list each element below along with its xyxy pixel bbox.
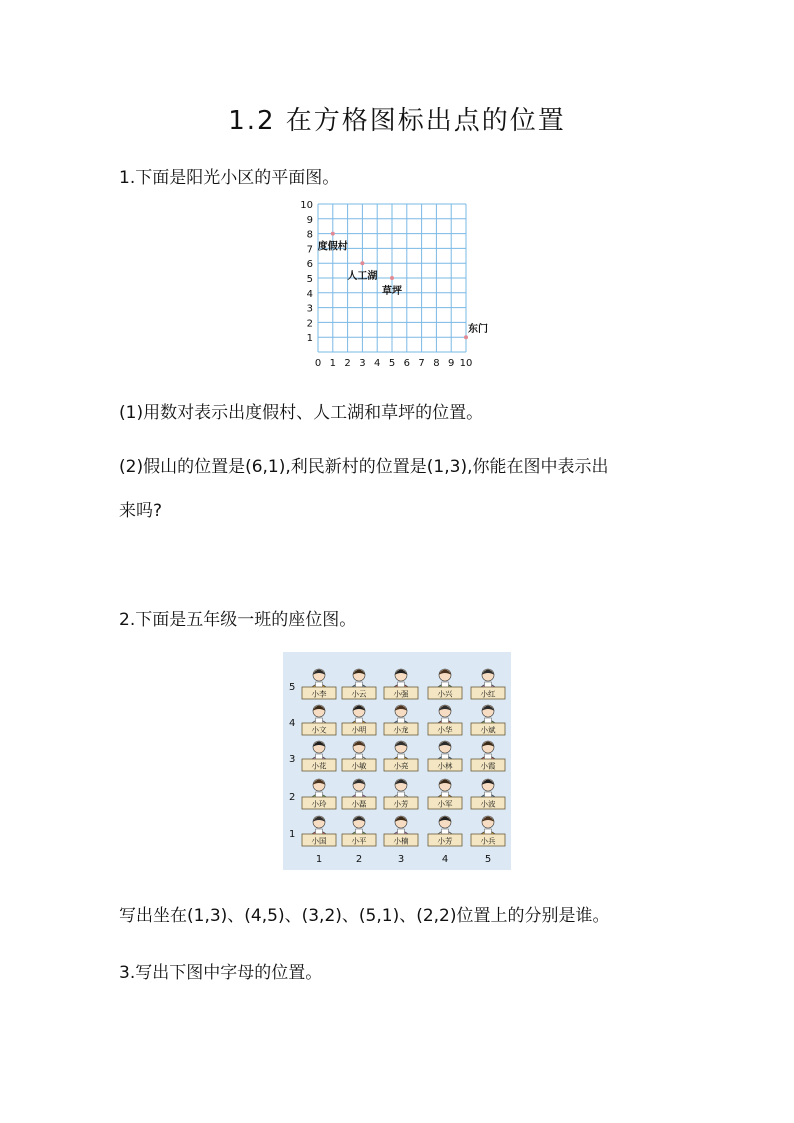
student-name: 小兴 — [437, 689, 453, 699]
x-tick-label: 0 — [314, 358, 322, 369]
student-name: 小国 — [311, 836, 327, 846]
x-tick-label: 9 — [448, 358, 455, 369]
x-tick-label: 2 — [344, 358, 351, 369]
grid-point — [331, 232, 335, 236]
question-1: 1.下面是阳光小区的平面图。 — [119, 168, 340, 188]
coordinate-grid — [295, 200, 505, 380]
y-tick-label: 1 — [306, 333, 313, 345]
y-tick-label: 9 — [306, 214, 313, 226]
student-name: 小明 — [351, 725, 367, 735]
question-3: 3.写出下图中字母的位置。 — [119, 963, 323, 983]
point-label: 人工湖 — [347, 271, 378, 283]
y-tick-label: 6 — [306, 259, 313, 271]
x-tick-label: 6 — [403, 358, 410, 369]
student-name: 小亮 — [393, 761, 409, 771]
student-name: 小玲 — [311, 799, 327, 809]
x-tick-label: 4 — [374, 358, 381, 369]
y-tick-label: 2 — [306, 318, 313, 330]
student-name: 小斌 — [480, 725, 496, 735]
student-name: 小龙 — [393, 725, 409, 735]
column-label: 2 — [355, 854, 363, 865]
y-tick-label: 8 — [306, 229, 313, 241]
grid-points — [318, 232, 488, 340]
row-label: 3 — [289, 754, 296, 765]
y-tick-label: 7 — [306, 244, 313, 256]
student-name: 小红 — [480, 689, 496, 699]
x-tick-label: 8 — [433, 358, 440, 369]
column-label: 1 — [315, 854, 323, 865]
y-tick-label: 3 — [306, 303, 313, 315]
student-name: 小兵 — [480, 836, 496, 846]
student-name: 小林 — [437, 761, 453, 771]
axis-ticks — [300, 200, 472, 369]
student-name: 小霞 — [480, 761, 496, 771]
student-name: 小云 — [351, 689, 367, 699]
question-2: 2.下面是五年级一班的座位图。 — [119, 610, 357, 630]
student-name: 小李 — [311, 689, 327, 699]
row-label: 2 — [289, 792, 296, 803]
y-tick-label: 10 — [300, 200, 313, 211]
student-name: 小芳 — [393, 799, 409, 809]
student-name: 小敏 — [351, 761, 367, 771]
x-tick-label: 1 — [329, 358, 336, 369]
question-1-part-2-line-2: 来吗? — [119, 501, 163, 521]
grid-point — [464, 335, 468, 339]
student-name: 小花 — [311, 761, 327, 771]
y-tick-label: 4 — [306, 288, 313, 300]
seating-chart — [283, 652, 511, 870]
grid-point — [390, 276, 394, 280]
question-1-part-2-line-1: (2)假山的位置是(6,1),利民新村的位置是(1,3),你能在图中表示出 — [119, 457, 609, 477]
point-label: 草坪 — [382, 286, 402, 297]
student-name: 小磊 — [351, 799, 367, 809]
question-2-prompt: 写出坐在(1,3)、(4,5)、(3,2)、(5,1)、(2,2)位置上的分别是谁。 — [119, 906, 610, 926]
row-label: 4 — [289, 718, 296, 729]
x-tick-label: 7 — [418, 358, 425, 369]
y-tick-label: 5 — [306, 274, 313, 285]
column-label: 3 — [397, 854, 405, 865]
page-title: 1.2 在方格图标出点的位置 — [228, 106, 566, 136]
student-name: 小楠 — [393, 836, 409, 846]
column-label: 4 — [441, 854, 449, 865]
point-label: 东门 — [468, 324, 488, 336]
x-tick-label: 3 — [359, 358, 366, 369]
student-name: 小华 — [437, 725, 453, 735]
student-name: 小文 — [311, 725, 327, 735]
row-label: 5 — [289, 682, 296, 693]
grid-point — [360, 261, 364, 265]
column-label: 5 — [484, 854, 492, 865]
seating-content — [289, 669, 505, 865]
x-tick-label: 10 — [459, 358, 473, 369]
student-name: 小波 — [480, 799, 496, 809]
student-name: 小平 — [351, 836, 367, 846]
student-name: 小军 — [437, 799, 453, 809]
x-tick-label: 5 — [388, 358, 396, 369]
student-name: 小芳 — [437, 836, 453, 846]
point-label: 度假村 — [317, 241, 348, 253]
row-label: 1 — [289, 829, 296, 840]
student-name: 小强 — [393, 689, 409, 699]
question-1-part-1: (1)用数对表示出度假村、人工湖和草坪的位置。 — [119, 403, 484, 423]
